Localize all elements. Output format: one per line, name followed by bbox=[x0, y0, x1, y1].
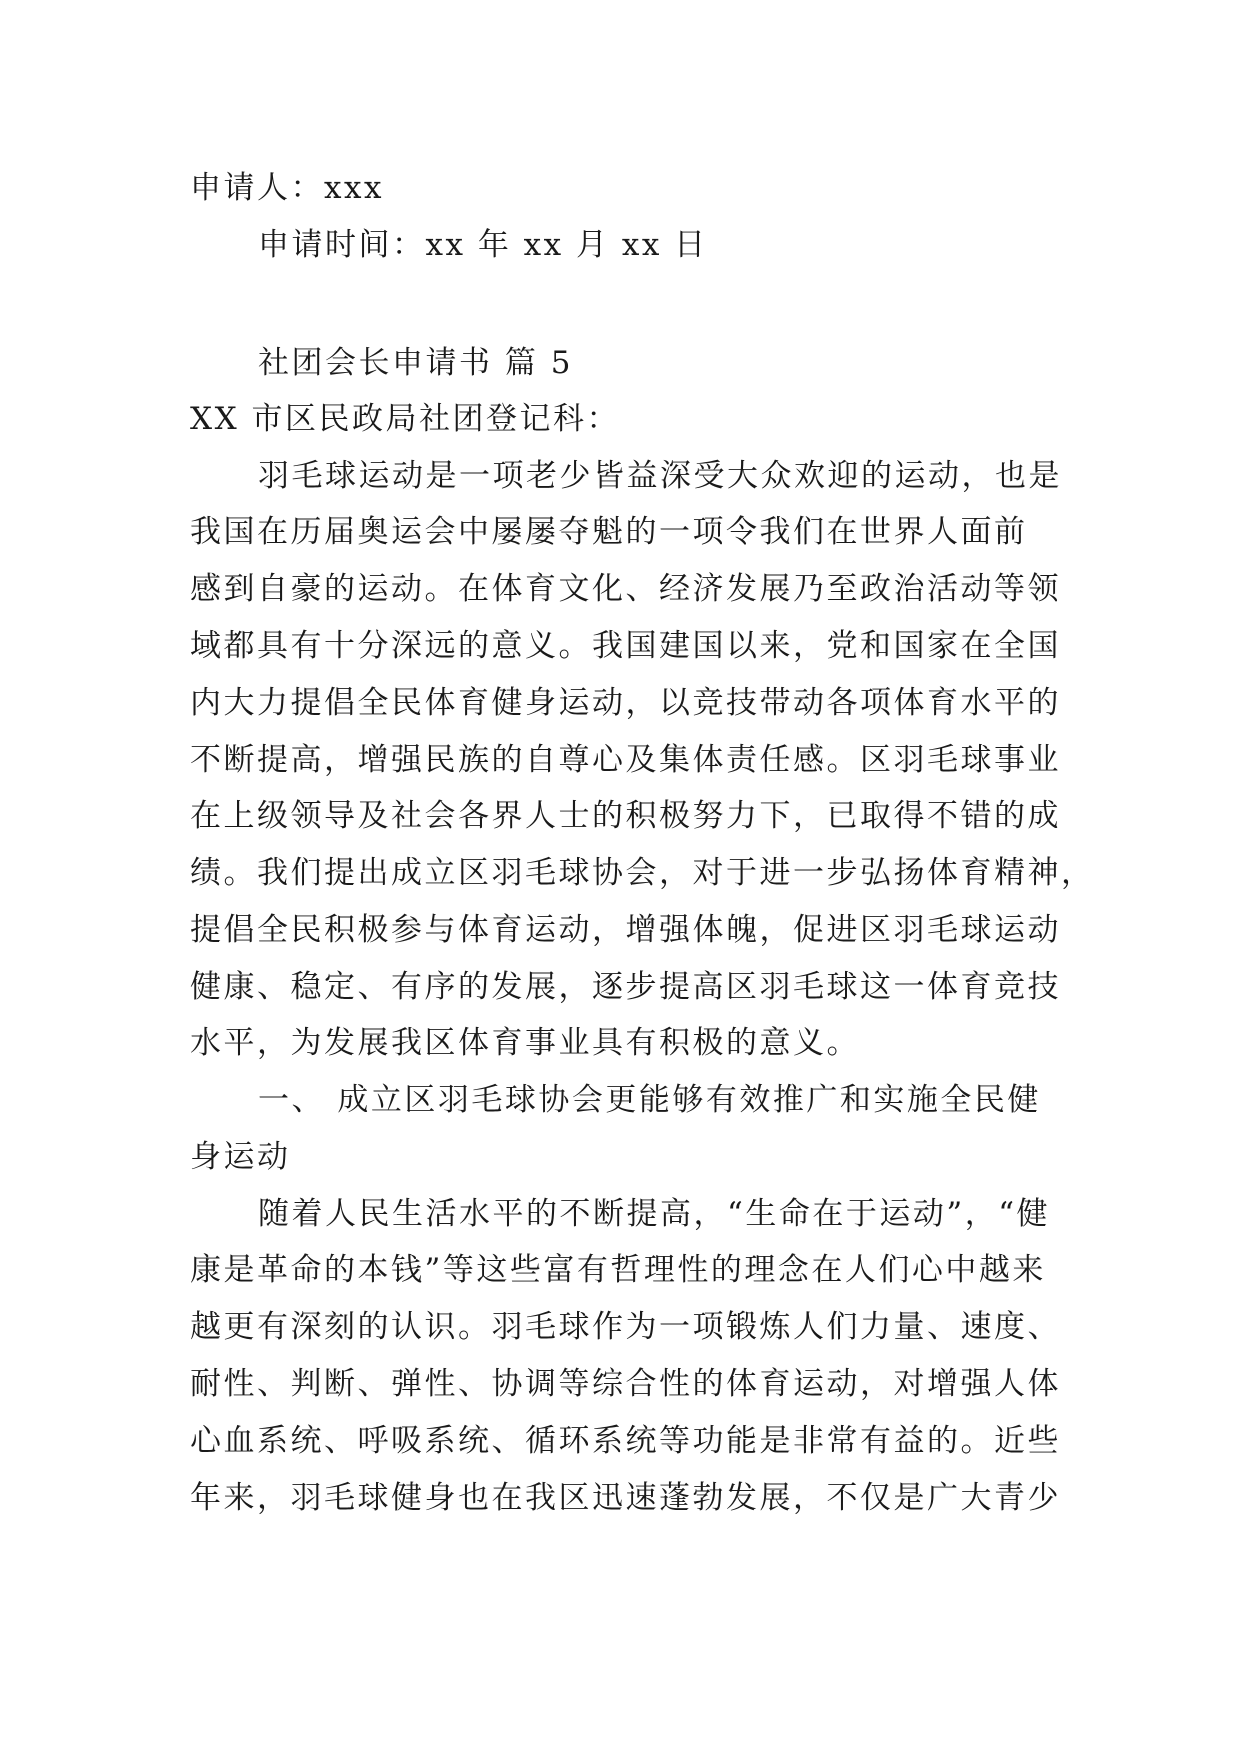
paragraph-line: 健康、稳定、有序的发展，逐步提高区羽毛球这一体育竞技 bbox=[190, 969, 1061, 1005]
paragraph-line: 越更有深刻的认识。羽毛球作为一项锻炼人们力量、速度、 bbox=[190, 1309, 1061, 1345]
paragraph-line: 康是革命的本钱”等这些富有哲理性的理念在人们心中越来 bbox=[190, 1252, 1046, 1288]
numbered-heading-line: 一、 成立区羽毛球协会更能够有效推广和实施全民健 bbox=[258, 1082, 1041, 1118]
paragraph-line: 绩。我们提出成立区羽毛球协会，对于进一步弘扬体育精神， bbox=[190, 855, 1095, 891]
applicant-line: 申请人：xxx bbox=[190, 170, 384, 206]
paragraph-line: 耐性、判断、弹性、协调等综合性的体育运动，对增强人体 bbox=[190, 1366, 1061, 1402]
paragraph-line: 心血系统、呼吸系统、循环系统等功能是非常有益的。近些 bbox=[190, 1423, 1061, 1459]
section-title: 社团会长申请书 篇 5 bbox=[258, 345, 573, 381]
paragraph-line: 提倡全民积极参与体育运动，增强体魄，促进区羽毛球运动 bbox=[190, 912, 1061, 948]
application-date-line: 申请时间：xx 年 xx 月 xx 日 bbox=[258, 227, 708, 263]
paragraph-line: 年来，羽毛球健身也在我区迅速蓬勃发展，不仅是广大青少 bbox=[190, 1480, 1061, 1516]
paragraph-line: 羽毛球运动是一项老少皆益深受大众欢迎的运动，也是 bbox=[258, 458, 1062, 494]
addressee-line: XX 市区民政局社团登记科： bbox=[190, 401, 620, 437]
numbered-heading-line: 身运动 bbox=[190, 1139, 291, 1175]
paragraph-line: 感到自豪的运动。在体育文化、经济发展乃至政治活动等领 bbox=[190, 571, 1061, 607]
paragraph-line: 内大力提倡全民体育健身运动，以竞技带动各项体育水平的 bbox=[190, 685, 1061, 721]
paragraph-line: 随着人民生活水平的不断提高，“生命在于运动”，“健 bbox=[258, 1196, 1051, 1232]
paragraph-line: 水平，为发展我区体育事业具有积极的意义。 bbox=[190, 1025, 860, 1061]
paragraph-line: 不断提高，增强民族的自尊心及集体责任感。区羽毛球事业 bbox=[190, 742, 1061, 778]
paragraph-line: 我国在历届奥运会中屡屡夺魁的一项令我们在世界人面前 bbox=[190, 514, 1028, 550]
paragraph-line: 在上级领导及社会各界人士的积极努力下，已取得不错的成 bbox=[190, 798, 1061, 834]
paragraph-line: 域都具有十分深远的意义。我国建国以来，党和国家在全国 bbox=[190, 628, 1061, 664]
